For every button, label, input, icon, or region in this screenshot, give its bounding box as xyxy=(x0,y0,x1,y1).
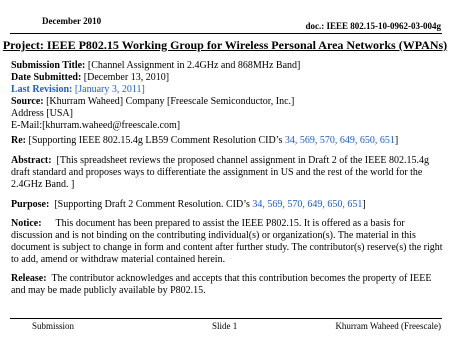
address-line: Address [USA] xyxy=(11,108,73,119)
abstract-label: Abstract: xyxy=(11,155,52,166)
last-revision-line xyxy=(11,84,445,96)
notice-text: This document has been prepared to assist the IEEE P802.15. It is offered as a basis for discussion and is not binding on the contributing individual(s) or organization(s). The material in this document is subject to change in form and content after further study. The contributor(s) reserve(s) the right to add, amend or withdraw material contained herein. xyxy=(11,218,443,265)
purpose-line xyxy=(11,199,445,211)
release-text: The contributor acknowledges and accepts that this contribution becomes the property of IEEE and may be made publicly available by P802.15. xyxy=(11,273,432,296)
release-label: Release: xyxy=(11,273,47,284)
release-paragraph xyxy=(11,273,445,297)
source-line xyxy=(11,96,445,108)
header-date: December 2010 xyxy=(42,16,102,26)
footer-slide-number: Slide 1 xyxy=(212,321,238,331)
purpose-close: ] xyxy=(362,199,366,210)
source-label: Source: xyxy=(11,96,44,107)
date-submitted-line xyxy=(11,72,445,84)
re-cids: 34, 569, 570, 649, 650, 651 xyxy=(284,135,395,146)
submission-info xyxy=(11,60,445,132)
source-value: [Khurram Waheed] Company [Freescale Semiconductor, Inc.] xyxy=(46,96,295,107)
re-label: Re: xyxy=(11,135,26,146)
notice-label: Notice: xyxy=(11,218,42,229)
header-doc-id: doc.: IEEE 802.15-10-0962-03-004g xyxy=(305,21,441,31)
re-line xyxy=(11,135,445,147)
footer-submission: Submission xyxy=(32,321,75,331)
header-divider xyxy=(10,33,442,34)
purpose-label: Purpose: xyxy=(11,199,50,210)
date-submitted-value: [December 13, 2010] xyxy=(83,72,170,83)
last-revision-label: Last Revision: xyxy=(11,84,73,95)
document-title: Project: IEEE P802.15 Working Group for Wireless Personal Area Networks (WPANs) xyxy=(2,38,448,52)
abstract-paragraph xyxy=(11,155,445,191)
submission-title-line xyxy=(11,60,445,72)
footer-divider xyxy=(10,318,442,319)
re-close: ] xyxy=(394,135,399,146)
re-text: [Supporting IEEE 802.15.4g LB59 Comment Resolution CID’s xyxy=(28,135,285,146)
purpose-cids: 34, 569, 570, 649, 650, 651 xyxy=(252,199,363,210)
email-line: E-Mail:[khurram.waheed@freescale.com] xyxy=(11,120,181,131)
submission-title-value: [Channel Assignment in 2.4GHz and 868MHz Band] xyxy=(87,60,301,71)
date-submitted-label: Date Submitted: xyxy=(11,72,82,83)
last-revision-value: [January 3, 2011] xyxy=(74,84,145,95)
purpose-text: [Supporting Draft 2 Comment Resolution. CID’s xyxy=(54,199,253,210)
notice-paragraph xyxy=(11,218,445,266)
abstract-text: [This spreadsheet reviews the proposed channel assignment in Draft 2 of the IEEE 802.15.4g draft standard and proposes ways to differentiate the assignment in US and the rest of the world for the 2.4GHz Band. ] xyxy=(11,155,429,190)
submission-title-label: Submission Title: xyxy=(11,60,86,71)
footer-author: Khurram Waheed (Freescale) xyxy=(335,321,441,331)
